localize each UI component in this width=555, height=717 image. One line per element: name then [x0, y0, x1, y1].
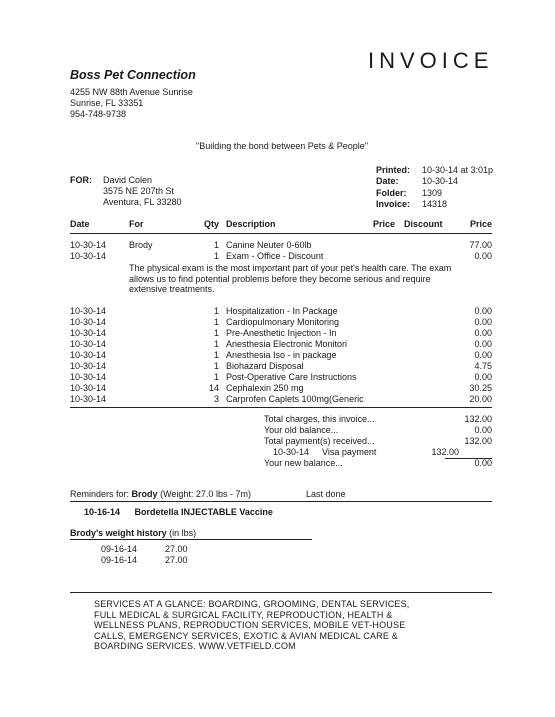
- address-line: Sunrise, FL 33351: [70, 98, 144, 108]
- folder-value: 1309: [422, 187, 443, 198]
- reminder-name: Bordetella INJECTABLE Vaccine: [134, 507, 273, 517]
- col-header-discount: Discount: [404, 219, 443, 229]
- invoice-number-label: Invoice:: [376, 198, 411, 209]
- company-name: Boss Pet Connection: [70, 68, 196, 82]
- row-description: Pre-Anesthetic Injection - In: [226, 328, 337, 338]
- row-price: 0.00: [474, 251, 492, 261]
- row-qty: 1: [213, 328, 219, 338]
- header-divider: [70, 233, 492, 234]
- row-date: 10-30-14: [70, 350, 107, 360]
- row-qty: 1: [213, 251, 219, 261]
- address-line: 4255 NW 88th Avenue Sunrise: [70, 87, 193, 97]
- new-balance-value: 0.00: [474, 458, 492, 468]
- weight-history-unit: (in lbs): [169, 528, 197, 538]
- table-row: [0, 251, 555, 262]
- payment-date: 10-30-14: [273, 447, 310, 457]
- company-address: [70, 87, 193, 120]
- col-header-date: Date: [70, 219, 90, 229]
- items-divider: [70, 407, 492, 408]
- table-row: [0, 339, 555, 350]
- row-description: Exam - Office - Discount: [226, 251, 324, 261]
- for-label: FOR:: [70, 175, 92, 185]
- row-price: 30.25: [469, 383, 492, 393]
- client-street: 3575 NE 207th St: [103, 186, 175, 196]
- total-charges-value: 132.00: [464, 414, 492, 424]
- table-row: [0, 383, 555, 394]
- payments-value: 132.00: [464, 436, 492, 446]
- table-row: [0, 306, 555, 317]
- row-date: 10-30-14: [70, 394, 107, 404]
- client-name: David Colen: [103, 175, 153, 185]
- col-header-for: For: [129, 219, 144, 229]
- row-description: Biohazard Disposal: [226, 361, 304, 371]
- row-date: 10-30-14: [70, 372, 107, 382]
- weight-value: 27.00: [165, 555, 188, 565]
- row-price: 77.00: [469, 240, 492, 250]
- row-date: 10-30-14: [70, 240, 107, 250]
- row-description: Hospitalization - In Package: [226, 306, 338, 316]
- total-charges-label: Total charges, this invoice...: [264, 414, 375, 424]
- row-qty: 1: [213, 350, 219, 360]
- row-price: 0.00: [474, 339, 492, 349]
- tagline: "Building the bond between Pets & People": [196, 141, 369, 151]
- row-qty: 1: [213, 317, 219, 327]
- row-description: Canine Neuter 0-60lb: [226, 240, 312, 250]
- reminders-pet: Brody: [131, 489, 158, 499]
- col-header-total-price: Price: [470, 219, 493, 229]
- client-address: [103, 175, 182, 208]
- payments-label: Total payment(s) received...: [264, 436, 375, 446]
- reminders-label: Reminders for:: [70, 489, 130, 499]
- weight-date: 09-16-14: [101, 555, 138, 565]
- row-description: Cardiopulmonary Monitoring: [226, 317, 340, 327]
- row-qty: 14: [208, 383, 219, 393]
- row-qty: 1: [213, 361, 219, 371]
- client-city: Aventura, FL 33280: [103, 197, 182, 207]
- exam-note: The physical exam is the most important part of your pet's health care. The exam allows us to find potential problems before they become serious and require extensive treatments.: [129, 263, 452, 294]
- table-row: [0, 350, 555, 361]
- row-price: 0.00: [474, 317, 492, 327]
- old-balance-label: Your old balance...: [264, 425, 339, 435]
- payment-amount: 132.00: [431, 447, 459, 457]
- reminders-divider: [70, 501, 492, 502]
- row-price: 0.00: [474, 328, 492, 338]
- weight-history-divider: [70, 539, 312, 540]
- footer-divider: [70, 592, 492, 593]
- table-row: [0, 240, 555, 251]
- last-done-label: Last done: [306, 489, 346, 499]
- row-price: 0.00: [474, 306, 492, 316]
- row-date: 10-30-14: [70, 306, 107, 316]
- row-date: 10-30-14: [70, 339, 107, 349]
- invoice-title: INVOICE: [368, 48, 494, 73]
- col-header-qty: Qty: [204, 219, 220, 229]
- payment-method: Visa payment: [322, 447, 377, 457]
- reminder-item: [84, 507, 273, 518]
- weight-date: 09-16-14: [101, 544, 138, 554]
- table-row: [0, 394, 555, 405]
- reminders-weight: (Weight: 27.0 lbs - 7m): [160, 489, 251, 499]
- new-balance-label: Your new balance...: [264, 458, 343, 468]
- row-description: Carprofen Caplets 100mg(Generic: [226, 394, 364, 404]
- col-header-price: Price: [373, 219, 396, 229]
- weight-value: 27.00: [165, 544, 188, 554]
- row-date: 10-30-14: [70, 251, 107, 261]
- row-qty: 1: [213, 306, 219, 316]
- row-date: 10-30-14: [70, 317, 107, 327]
- row-date: 10-30-14: [70, 361, 107, 371]
- table-row: [0, 317, 555, 328]
- date-label: Date:: [376, 176, 399, 187]
- invoice-number-value: 14318: [422, 198, 448, 209]
- row-qty: 1: [213, 240, 219, 250]
- row-pet: Brody: [129, 240, 153, 250]
- row-description: Anesthesia Iso - in package: [226, 350, 337, 360]
- row-price: 0.00: [474, 350, 492, 360]
- table-row: [0, 361, 555, 372]
- folder-label: Folder:: [376, 187, 407, 198]
- row-qty: 1: [213, 339, 219, 349]
- old-balance-value: 0.00: [474, 425, 492, 435]
- weight-history-title: [70, 528, 196, 539]
- row-price: 0.00: [474, 372, 492, 382]
- row-description: Cephalexin 250 mg: [226, 383, 304, 393]
- row-qty: 3: [213, 394, 219, 404]
- phone-number: 954-748-9738: [70, 109, 127, 119]
- services-footer: SERVICES AT A GLANCE: BOARDING, GROOMING, DENTAL SERVICES, FULL MEDICAL & SURGICAL FACILITY, REPRODUCTION, HEALTH & WELLNESS PLANS, REPRODUCTION SERVICES, MOBILE VET-HOUSE CALLS, EMERGENCY SERVICES, EXOTIC & AVIAN MEDICAL CARE & BOARDING SERVICES. WWW.VETFIELD.COM: [94, 599, 410, 651]
- row-date: 10-30-14: [70, 383, 107, 393]
- date-value: 10-30-14: [422, 176, 459, 187]
- printed-label: Printed:: [376, 165, 411, 175]
- row-qty: 1: [213, 372, 219, 382]
- reminders-header: [70, 489, 346, 500]
- col-header-description: Description: [226, 219, 276, 229]
- row-description: Post-Operative Care Instructions: [226, 372, 357, 382]
- row-price: 20.00: [469, 394, 492, 404]
- table-row: [0, 328, 555, 339]
- table-row: [0, 372, 555, 383]
- reminder-date: 10-16-14: [84, 507, 121, 517]
- weight-history-heading: Brody's weight history: [70, 528, 167, 538]
- row-price: 4.75: [474, 361, 492, 371]
- row-date: 10-30-14: [70, 328, 107, 338]
- printed-value: 10-30-14 at 3:01p: [422, 165, 494, 175]
- row-description: Anesthesia Electronic Monitori: [226, 339, 348, 349]
